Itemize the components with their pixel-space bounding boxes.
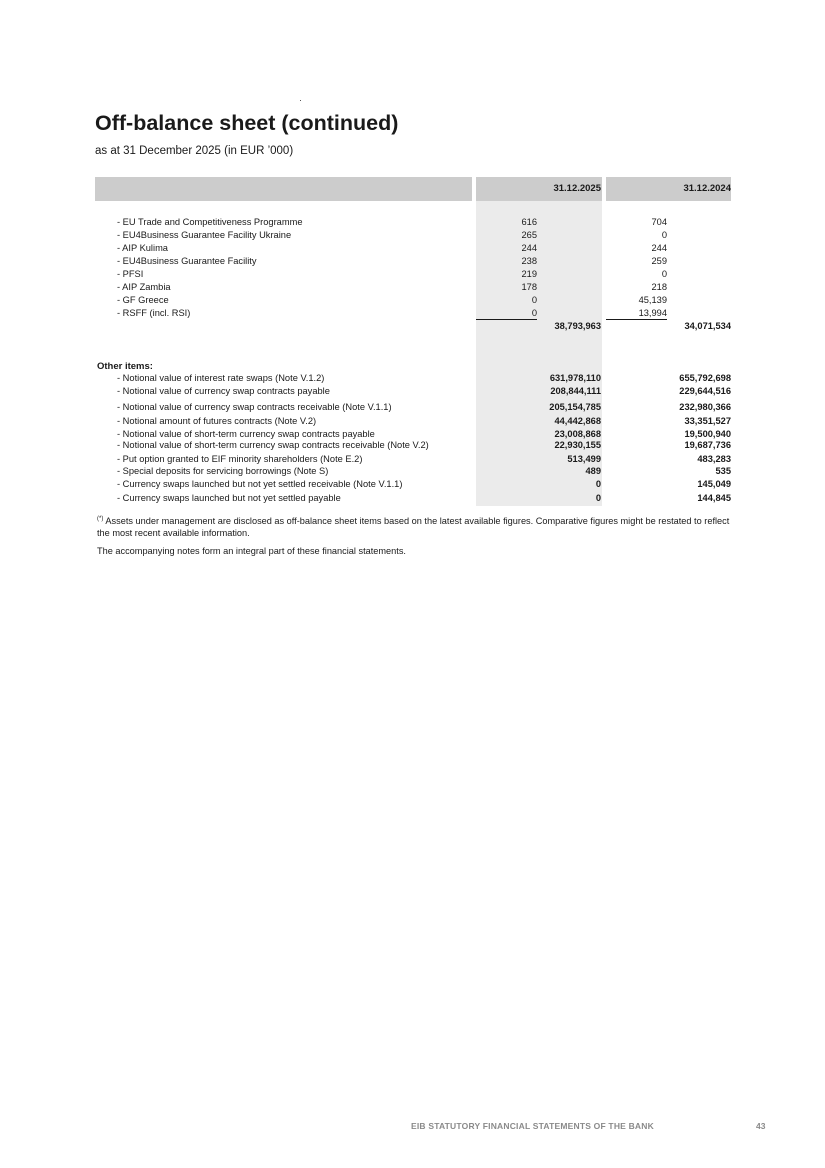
value-2025: 205,154,785 (549, 402, 601, 412)
value-2025: 22,930,155 (554, 440, 601, 450)
other-items-heading: Other items: (97, 361, 153, 372)
value-2025: 0 (595, 493, 601, 503)
value-2024: 13,994 (638, 308, 667, 318)
page-subtitle: as at 31 December 2025 (in EUR ’000) (95, 145, 294, 157)
subtotal-row (0, 320, 825, 333)
stray-mark (300, 100, 301, 101)
row-label: - Currency swaps launched but not yet settled payable (117, 493, 341, 503)
row-label: - RSFF (incl. RSI) (117, 308, 191, 318)
table-row (0, 216, 825, 229)
value-2025: 0 (531, 308, 537, 318)
column-header-2024: 31.12.2024 (683, 183, 731, 194)
value-2024: 144,845 (697, 493, 731, 503)
row-label: - Notional value of currency swap contracts payable (117, 386, 330, 396)
table-row (0, 415, 825, 428)
footnote-marker: (*) (97, 516, 104, 522)
row-label: - AIP Zambia (117, 282, 171, 292)
row-label: - EU Trade and Competitiveness Programme (117, 217, 303, 227)
table-row (0, 492, 825, 505)
header-divider (602, 177, 606, 201)
value-2024: 145,049 (697, 479, 731, 489)
value-2024: 244 (651, 243, 667, 253)
value-2025: 208,844,111 (550, 386, 601, 396)
value-2025: 489 (585, 466, 601, 476)
value-2025: 23,008,868 (554, 429, 601, 439)
row-label: - GF Greece (117, 295, 169, 305)
row-label: - Notional value of interest rate swaps (Note V.1.2) (117, 373, 325, 383)
value-2024: 483,283 (697, 454, 731, 464)
value-2024: 45,139 (638, 295, 667, 305)
table-row (0, 401, 825, 414)
value-2025: 44,442,868 (554, 416, 601, 426)
table-row (0, 229, 825, 242)
footnote-text: Assets under management are disclosed as off-balance sheet items based on the latest available figures. Comparative figures might be restated to reflect the most recent available information. (97, 516, 730, 539)
page-title: Off-balance sheet (continued) (95, 111, 399, 135)
value-2024: 33,351,527 (684, 416, 731, 426)
table-row (0, 385, 825, 398)
value-2024: 232,980,366 (679, 402, 731, 412)
row-label: - Notional value of short-term currency swap contracts receivable (Note V.2) (117, 440, 429, 450)
table-row (0, 307, 825, 320)
value-2025: 513,499 (567, 454, 601, 464)
row-label: - Notional value of currency swap contracts receivable (Note V.1.1) (117, 402, 392, 412)
table-row (0, 478, 825, 491)
row-label: - PFSI (117, 269, 144, 279)
table-row (0, 242, 825, 255)
table-row (0, 439, 825, 452)
row-label: - EU4Business Guarantee Facility (117, 256, 257, 266)
value-2025: 244 (521, 243, 537, 253)
value-2024: 0 (661, 230, 667, 240)
row-label: - Notional value of short-term currency swap contracts payable (117, 429, 375, 439)
value-2025: 0 (595, 479, 601, 489)
value-2024: 19,687,736 (684, 440, 731, 450)
value-2025: 178 (521, 282, 537, 292)
table-row (0, 255, 825, 268)
table-row (0, 281, 825, 294)
value-2024: 655,792,698 (679, 373, 731, 383)
table-row (0, 294, 825, 307)
value-2025: 265 (521, 230, 537, 240)
row-label: - Put option granted to EIF minority shareholders (Note E.2) (117, 454, 363, 464)
value-2025: 219 (521, 269, 537, 279)
value-2025: 0 (531, 295, 537, 305)
value-2024: 704 (651, 217, 667, 227)
value-2024: 218 (651, 282, 667, 292)
header-divider (472, 177, 476, 201)
value-2025: 238 (521, 256, 537, 266)
value-2025: 631,978,110 (549, 373, 601, 383)
value-2024: 229,644,516 (679, 386, 731, 396)
subtotal-2025: 38,793,963 (554, 321, 601, 331)
value-2024: 535 (715, 466, 731, 476)
table-row (0, 465, 825, 478)
page-number: 43 (756, 1121, 766, 1131)
table-row (0, 268, 825, 281)
footnote (97, 513, 737, 539)
subtotal-2024: 34,071,534 (684, 321, 731, 331)
value-2024: 19,500,940 (684, 429, 731, 439)
row-label: - Currency swaps launched but not yet settled receivable (Note V.1.1) (117, 479, 403, 489)
row-label: - Special deposits for servicing borrowings (Note S) (117, 466, 329, 476)
notes-statement: The accompanying notes form an integral part of these financial statements. (97, 546, 406, 556)
row-label: - AIP Kulima (117, 243, 168, 253)
row-label: - EU4Business Guarantee Facility Ukraine (117, 230, 292, 240)
value-2024: 259 (651, 256, 667, 266)
value-2024: 0 (661, 269, 667, 279)
table-row (0, 372, 825, 385)
column-header-2025: 31.12.2025 (553, 183, 601, 194)
running-footer: EIB STATUTORY FINANCIAL STATEMENTS OF THE BANK (411, 1121, 654, 1131)
value-2025: 616 (521, 217, 537, 227)
row-label: - Notional amount of futures contracts (Note V.2) (117, 416, 317, 426)
